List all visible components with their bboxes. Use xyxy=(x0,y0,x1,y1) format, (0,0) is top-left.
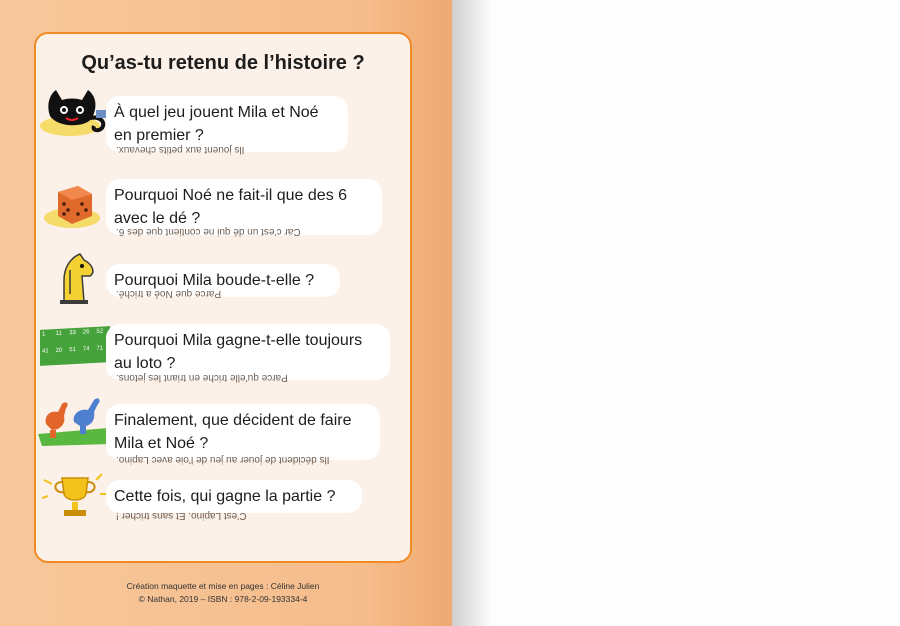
loto-number: 74 xyxy=(82,346,90,353)
quiz-title: Qu’as-tu retenu de l’histoire ? xyxy=(81,52,365,74)
question-text: avec le dé ? xyxy=(114,210,201,227)
horse-icon xyxy=(50,250,102,306)
geese-icon xyxy=(38,394,112,446)
loto-number: 11 xyxy=(55,330,62,338)
loto-number: 71 xyxy=(96,345,104,352)
copyright-line: © Nathan, 2019 – ISBN : 978-2-09-193334-4 xyxy=(138,594,308,604)
credit-line: Création maquette et mise en pages : Céline Julien xyxy=(126,581,320,591)
loto-number: 51 xyxy=(69,346,76,354)
cat-icon xyxy=(40,86,112,140)
question-answer: Parce que Noé a triché. xyxy=(116,288,222,299)
question-answer: Ils jouent aux petits chevaux. xyxy=(116,144,245,155)
loto-number: 1 xyxy=(42,331,46,338)
question-answer: C’est Lapino. Et sans tricher ! xyxy=(116,510,247,521)
question-text: Pourquoi Mila gagne-t-elle toujours xyxy=(114,332,363,349)
question-text: Cette fois, qui gagne la partie ? xyxy=(114,488,336,505)
question-text: Pourquoi Noé ne fait-il que des 6 xyxy=(114,187,348,204)
trophy-icon xyxy=(42,470,108,526)
loto-number: 26 xyxy=(82,329,90,336)
question-answer: Parce qu’elle triche en triant les jetons. xyxy=(116,372,288,383)
question-answer: Ils décident de jouer au jeu de l’oie avec Lapino. xyxy=(116,454,330,465)
loto-number: 41 xyxy=(42,348,49,355)
question-text: Pourquoi Mila boude-t-elle ? xyxy=(114,272,315,289)
quiz-card xyxy=(34,32,412,563)
question-answer: Car c’est un dé qui ne contient que des 6. xyxy=(116,226,301,237)
page-fold-shadow xyxy=(452,0,492,626)
right-page xyxy=(452,0,900,626)
loto-number: 52 xyxy=(96,328,104,335)
question-text: au loto ? xyxy=(114,355,176,372)
loto-card-icon xyxy=(40,326,110,366)
loto-number: 33 xyxy=(69,329,76,337)
question-text: Mila et Noé ? xyxy=(114,435,209,452)
question-text: À quel jeu jouent Mila et Noé xyxy=(114,104,319,121)
question-text: Finalement, que décident de faire xyxy=(114,412,352,429)
dice-icon xyxy=(42,178,106,230)
question-text: en premier ? xyxy=(114,127,204,144)
loto-number: 20 xyxy=(55,347,63,355)
